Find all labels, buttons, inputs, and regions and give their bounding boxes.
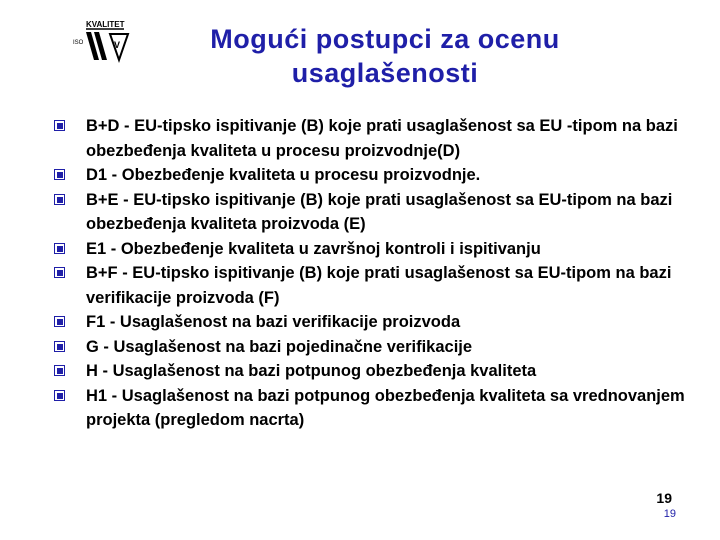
- list-item: [52, 261, 692, 310]
- item-code: H: [86, 362, 98, 380]
- item-code: E1: [86, 239, 107, 258]
- square-bullet-icon: [54, 267, 65, 278]
- procedure-list: [52, 114, 692, 433]
- item-text: - Usaglašenost na bazi potpunog obezbeđenja kvaliteta sa vrednovanjem projekta (pregledom nacrta): [86, 386, 685, 429]
- svg-text:KVALITET: KVALITET: [86, 20, 125, 29]
- item-text: - EU-tipsko ispitivanje (B) koje prati usaglašenost sa EU -tipom na bazi obezbeđenja kvaliteta u procesu proizvodnje(D): [86, 117, 678, 160]
- list-item: [52, 384, 692, 433]
- square-bullet-icon: [54, 316, 65, 327]
- item-code: F1: [86, 313, 106, 331]
- slide-title: [150, 22, 620, 90]
- item-code: B+E: [86, 190, 119, 209]
- list-item: [52, 335, 692, 360]
- list-item: [52, 114, 692, 163]
- item-code: D1: [86, 166, 108, 184]
- slide-title-line-2: usaglašenosti: [291, 58, 479, 88]
- item-text: - EU-tipsko ispitivanje (B) koje prati usaglašenost sa EU-tipom na bazi verifikacije proizvoda (F): [86, 264, 672, 307]
- item-text: - Obezbeđenje kvaliteta u procesu proizvodnje.: [107, 166, 481, 184]
- item-text: - EU-tipsko ispitivanje (B) koje prati usaglašenost sa EU-tipom na bazi obezbeđenja kvaliteta proizvoda (E): [86, 190, 673, 233]
- list-item: [52, 237, 692, 262]
- item-text: - Usaglašenost na bazi pojedinačne verifikacije: [98, 337, 473, 356]
- page-number-footer: 19: [663, 508, 676, 520]
- square-bullet-icon: [54, 120, 65, 131]
- item-text: - Usaglašenost na bazi verifikacije proizvoda: [105, 313, 461, 331]
- list-item: [52, 188, 692, 237]
- item-code: H1: [86, 386, 108, 405]
- item-text: - Obezbeđenje kvaliteta u završnoj kontroli i ispitivanju: [106, 239, 541, 258]
- kvalitet-logo: [72, 18, 136, 66]
- page-number: 19: [656, 490, 672, 506]
- item-text: - Usaglašenost na bazi potpunog obezbeđenja kvaliteta: [97, 362, 537, 380]
- square-bullet-icon: [54, 390, 65, 401]
- list-item: [52, 359, 692, 384]
- square-bullet-icon: [54, 194, 65, 205]
- item-code: B+D: [86, 117, 120, 135]
- svg-text:ISO: ISO: [73, 40, 84, 46]
- svg-text:V: V: [114, 40, 121, 50]
- square-bullet-icon: [54, 341, 65, 352]
- item-code: B+F: [86, 264, 118, 282]
- list-item: [52, 310, 692, 335]
- list-item: [52, 163, 692, 188]
- item-code: G: [86, 337, 99, 356]
- slide-title-line-1: Mogući postupci za ocenu: [210, 24, 560, 54]
- square-bullet-icon: [54, 243, 65, 254]
- square-bullet-icon: [54, 169, 65, 180]
- square-bullet-icon: [54, 365, 65, 376]
